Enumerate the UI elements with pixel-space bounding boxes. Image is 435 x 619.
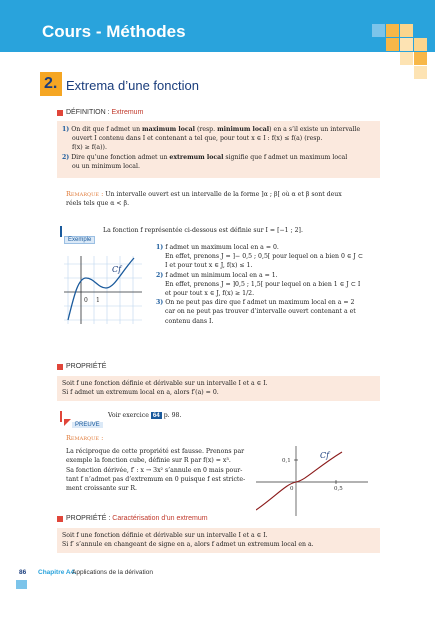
- decor-square: [414, 66, 427, 79]
- definition-tag-title: Extremum: [111, 109, 144, 116]
- definition-tag-label: DÉFINITION :: [66, 109, 110, 116]
- remark-2-line-5: ment croissante sur R.: [66, 485, 137, 493]
- term-maximum-local: maximum local: [142, 126, 195, 133]
- example-marker: [60, 226, 62, 237]
- text: signifie que f admet un maximum local: [223, 153, 348, 161]
- preuve-badge: [72, 411, 103, 430]
- decor-square: [400, 52, 413, 65]
- term-minimum-local: minimum local: [217, 126, 270, 133]
- remark-2-line-2: exemple la fonction cube, définie sur R par f(x) = x³.: [66, 457, 231, 465]
- remark-label: Remarque :: [66, 190, 104, 198]
- text: Voir exercice: [108, 412, 151, 419]
- chapter-label: Chapitre A4.: [38, 569, 77, 576]
- decor-square: [372, 24, 385, 37]
- definition-item-1-line-3: f(x) ≥ f(a)).: [72, 144, 107, 152]
- point-2-line-3: et pour tout x ∈ J, f(x) ≥ 1/2.: [165, 290, 255, 298]
- flag-icon: [64, 411, 71, 418]
- definition-item-1-line-1: [62, 125, 377, 134]
- footer-square: [16, 580, 27, 589]
- definition-item-2-line-1: [62, 153, 377, 162]
- example-badge-label: Exemple: [64, 236, 95, 244]
- propriete-2-tag-title: Caractérisation d’un extremum: [112, 515, 208, 522]
- remark-2-line-4: tant f n’admet pas d’extremum en 0 puisque f est stricte-: [66, 475, 246, 483]
- point-3-line-3: contenu dans I.: [165, 317, 214, 325]
- item-number: 3): [156, 299, 164, 307]
- definition-item-2-line-2: ou un minimum local.: [72, 162, 140, 170]
- axis-zero: 0: [84, 297, 88, 304]
- propriete-1-line-1: Soit f une fonction définie et dérivable sur un intervalle I et a ∈ I.: [62, 380, 268, 387]
- example-intro: La fonction f représentée ci-dessous est définie sur I = [−1 ; 2].: [103, 227, 303, 234]
- item-number: 2): [156, 271, 164, 279]
- point-2-line-2: En effet, prenons J = ]0,5 ; 1,5[ pour lequel on a bien 1 ∈ J ⊂ I: [165, 280, 361, 288]
- decor-square: [400, 38, 413, 51]
- decor-square: [386, 24, 399, 37]
- remark-1-line-2: réels tels que α < β.: [66, 200, 130, 208]
- text: ) en a s’il existe un intervalle: [269, 126, 361, 133]
- example-badge: [64, 226, 95, 245]
- curve-label: Cf: [320, 451, 330, 460]
- y-tick-label: 0,1: [282, 458, 291, 464]
- curve-label: Cf: [112, 265, 122, 274]
- decor-square: [386, 38, 399, 51]
- page-number: 86: [19, 569, 27, 576]
- point-1-line-3: I et pour tout x ∈ J, f(x) ≤ 1.: [165, 262, 253, 270]
- section-title: Extrema d’une fonction: [66, 78, 199, 93]
- definition-item-1-line-2: ouvert I contenu dans I et contenant a tel que, pour tout x ∈ I : f(x) ≤ f(a) (resp.: [72, 135, 323, 143]
- remark-2-line-3: Sa fonction dérivée, f′ : x → 3x² s’annule en 0 mais pour-: [66, 466, 243, 474]
- tag-square: [57, 364, 63, 370]
- curve-cf: [68, 258, 134, 320]
- propriete-2-tag-label: PROPRIÉTÉ :: [66, 515, 111, 522]
- preuve-badge-label: PREUVE: [72, 422, 103, 428]
- propriete-1-box: [57, 376, 380, 401]
- remark-2-line-1: La réciproque de cette propriété est fausse. Prenons par: [66, 448, 245, 456]
- text: On dit que f admet un: [71, 126, 143, 133]
- propriete-2-box: [57, 528, 380, 553]
- tag-square: [57, 516, 63, 522]
- preuve-marker: [60, 411, 62, 422]
- decor-square: [400, 24, 413, 37]
- x-tick-label: 0,5: [334, 486, 343, 492]
- decor-square: [414, 52, 427, 65]
- item-number: 1): [62, 126, 70, 133]
- point-3-line-1: [156, 298, 384, 307]
- tag-square: [57, 110, 63, 116]
- text: (resp.: [194, 126, 218, 133]
- example-graph: [64, 256, 142, 324]
- text: f admet un minimum local en a = 1.: [165, 271, 278, 279]
- propriete-2-tag: [66, 515, 208, 522]
- term-extremum-local: extremum local: [169, 153, 224, 161]
- propriete-1-line-2: Si f admet un extremum local en a, alors f′(a) = 0.: [62, 389, 219, 397]
- axis-one: 1: [96, 297, 100, 304]
- decor-square: [414, 38, 427, 51]
- propriete-2-line-2: Si f′ s’annule en changeant de signe en a, alors f admet un extremum local en a.: [62, 541, 314, 549]
- remark-1: [66, 190, 382, 208]
- point-3-line-2: car on ne peut pas trouver d’intervalle ouvert contenant a et: [165, 308, 356, 316]
- exercise-link[interactable]: 64: [152, 412, 160, 419]
- point-2-line-1: [156, 271, 384, 280]
- chapter-title: Applications de la dérivation: [72, 569, 153, 576]
- definition-box: [57, 121, 380, 178]
- text: On ne peut pas dire que f admet un maximum local en a = 2: [165, 299, 355, 307]
- cube-graph: [256, 446, 368, 516]
- point-1-line-1: [156, 243, 384, 252]
- text: Un intervalle ouvert est un intervalle de la forme ]α ; β[ où α et β sont deux: [103, 191, 342, 198]
- text: Dire qu’une fonction admet un: [71, 153, 170, 161]
- section-number: 2.: [44, 75, 58, 92]
- propriete-2-line-1: Soit f une fonction définie et dérivable sur un intervalle I et a ∈ I.: [62, 532, 268, 539]
- curve-cube: [256, 452, 342, 510]
- point-1-line-2: En effet, prenons J = ]− 0,5 ; 0,5[ pour lequel on a bien 0 ∈ J ⊂: [165, 253, 364, 261]
- page-title: Cours - Méthodes: [42, 22, 186, 41]
- origin-label: 0: [290, 486, 294, 492]
- definition-tag: [66, 109, 143, 116]
- item-number: 2): [62, 153, 70, 161]
- item-number: 1): [156, 244, 164, 251]
- remark-2: [66, 434, 261, 493]
- propriete-1-tag: PROPRIÉTÉ: [66, 363, 107, 370]
- remark-label: Remarque :: [66, 434, 104, 442]
- text: f admet un maximum local en a = 0.: [165, 244, 279, 251]
- text: p. 98.: [161, 412, 182, 419]
- example-points: [156, 243, 384, 326]
- preuve-text: [108, 411, 181, 420]
- remark-1-line-1: [66, 190, 382, 199]
